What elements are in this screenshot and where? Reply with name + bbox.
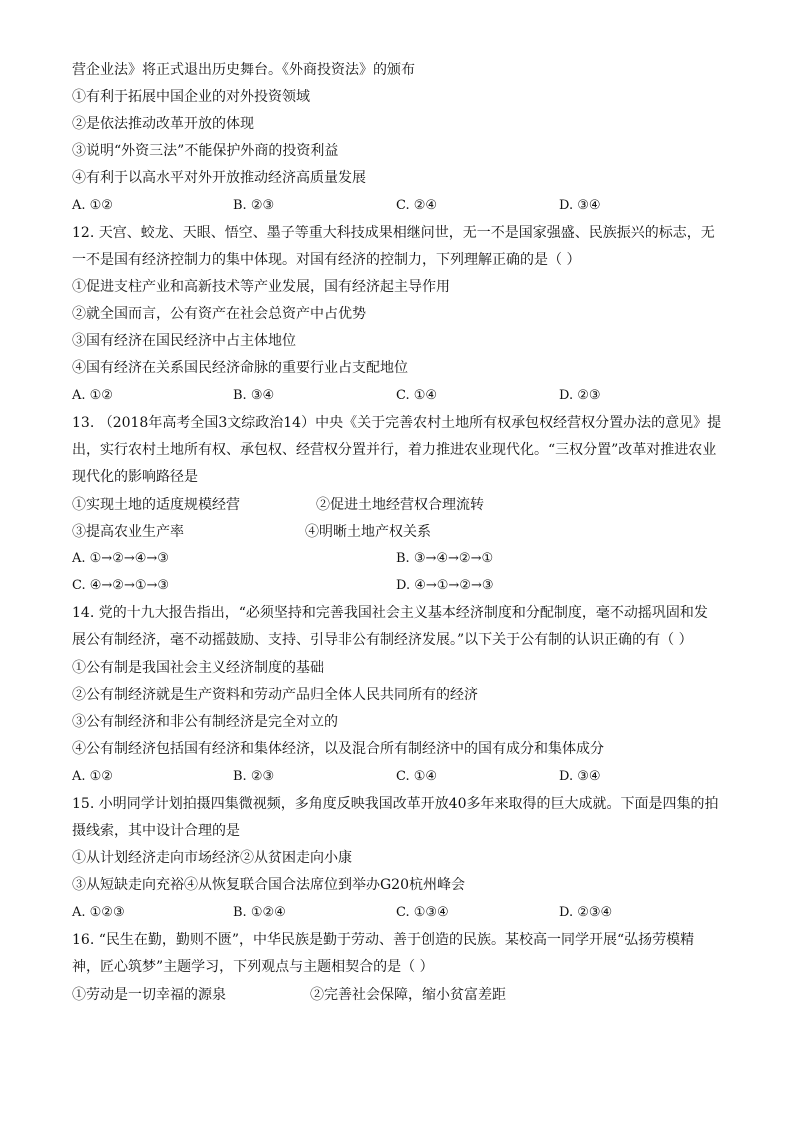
q15-option-c[interactable]: C. ①③④	[396, 905, 449, 920]
q13-option-b[interactable]: B. ③→④→②→①	[396, 551, 494, 566]
q12-statement-1: ①促进支柱产业和高新技术等产业发展，国有经济起主导作用	[72, 279, 450, 295]
q16-stem-line-2: 神，匠心筑梦”主题学习，下列观点与主题相契合的是（ ）	[72, 959, 434, 975]
q16-statement-2: ②完善社会保障，缩小贫富差距	[310, 987, 506, 1003]
q12-option-c[interactable]: C. ①④	[396, 388, 438, 403]
q13-stem-line-2: 出，实行农村土地所有权、承包权、经营权分置并行，着力推进农业现代化。“三权分置”改革对推进农业	[72, 442, 717, 458]
q15-stem-line-1: 15. 小明同学计划拍摄四集微视频，多角度反映我国改革开放40多年来取得的巨大成就。下面是四集的拍	[72, 796, 719, 812]
q11-statement-3: ③说明“外资三法”不能保护外商的投资利益	[72, 143, 339, 159]
q13-option-a[interactable]: A. ①→②→④→③	[72, 551, 169, 566]
q12-statement-2: ②就全国而言，公有资产在社会总资产中占优势	[72, 306, 366, 322]
q12-stem-line-2: 一不是国有经济控制力的集中体现。对国有经济的控制力，下列理解正确的是（ ）	[72, 252, 581, 268]
q14-stem-line-2: 展公有制经济，毫不动摇鼓励、支持、引导非公有制经济发展。”以下关于公有制的认识正确的有（ ）	[72, 632, 693, 648]
q11-option-c[interactable]: C. ②④	[396, 198, 438, 213]
q16-statement-1: ①劳动是一切幸福的源泉	[72, 987, 226, 1003]
q15-statement-2: ③从短缺走向充裕④从恢复联合国合法席位到举办G20杭州峰会	[72, 877, 465, 893]
q11-option-b[interactable]: B. ②③	[233, 198, 275, 213]
q15-stem-line-2: 摄线索，其中设计合理的是	[72, 823, 240, 839]
q12-statement-3: ③国有经济在国民经济中占主体地位	[72, 333, 296, 349]
q14-option-b[interactable]: B. ②③	[233, 769, 275, 784]
q11-option-d[interactable]: D. ③④	[559, 198, 601, 213]
q13-stem-line-3: 现代化的影响路径是	[72, 469, 198, 485]
q11-statement-1: ①有利于拓展中国企业的对外投资领域	[72, 89, 310, 105]
q13-option-c[interactable]: C. ④→②→①→③	[72, 578, 170, 593]
q15-option-d[interactable]: D. ②③④	[559, 905, 613, 920]
q13-stem-line-1: 13. （2018年高考全国3文综政治14）中央《关于完善农村土地所有权承包权经营权分置办法的意见》提	[72, 415, 722, 431]
q15-option-a[interactable]: A. ①②③	[72, 905, 125, 920]
q15-statement-1: ①从计划经济走向市场经济②从贫困走向小康	[72, 850, 352, 866]
q14-statement-1: ①公有制是我国社会主义经济制度的基础	[72, 660, 324, 676]
q14-stem-line-1: 14. 党的十九大报告指出，“必须坚持和完善我国社会主义基本经济制度和分配制度，毫不动摇巩固和发	[72, 605, 708, 621]
q13-statement-2: ②促进土地经营权合理流转	[316, 497, 484, 513]
q16-stem-line-1: 16. “民生在勤，勤则不匮”，中华民族是勤于劳动、善于创造的民族。某校高一同学开展“弘扬劳模精	[72, 932, 695, 948]
q14-option-a[interactable]: A. ①②	[72, 769, 113, 784]
q14-statement-2: ②公有制经济就是生产资料和劳动产品归全体人民共同所有的经济	[72, 687, 478, 703]
q13-statement-3: ③提高农业生产率	[72, 524, 184, 540]
q13-option-d[interactable]: D. ④→①→②→③	[396, 578, 494, 593]
q13-statement-1: ①实现土地的适度规模经营	[72, 497, 240, 513]
q12-option-d[interactable]: D. ②③	[559, 388, 601, 403]
q12-statement-4: ④国有经济在关系国民经济命脉的重要行业占支配地位	[72, 360, 408, 376]
q12-option-b[interactable]: B. ③④	[233, 388, 275, 403]
q11-stem-tail: 营企业法》将正式退出历史舞台。《外商投资法》的颁布	[72, 62, 415, 78]
q14-option-c[interactable]: C. ①④	[396, 769, 438, 784]
q11-option-a[interactable]: A. ①②	[72, 198, 113, 213]
q11-statement-2: ②是依法推动改革开放的体现	[72, 116, 254, 132]
q14-statement-3: ③公有制经济和非公有制经济是完全对立的	[72, 714, 338, 730]
q13-statement-4: ④明晰土地产权关系	[305, 524, 431, 540]
q12-option-a[interactable]: A. ①②	[72, 388, 113, 403]
q14-statement-4: ④公有制经济包括国有经济和集体经济，以及混合所有制经济中的国有成分和集体成分	[72, 741, 604, 757]
q11-statement-4: ④有利于以高水平对外开放推动经济高质量发展	[72, 170, 366, 186]
q14-option-d[interactable]: D. ③④	[559, 769, 601, 784]
q15-option-b[interactable]: B. ①②④	[233, 905, 286, 920]
q12-stem-line-1: 12. 天宫、蛟龙、天眼、悟空、墨子等重大科技成果相继问世，无一不是国家强盛、民族振兴的标志，无	[72, 225, 715, 241]
